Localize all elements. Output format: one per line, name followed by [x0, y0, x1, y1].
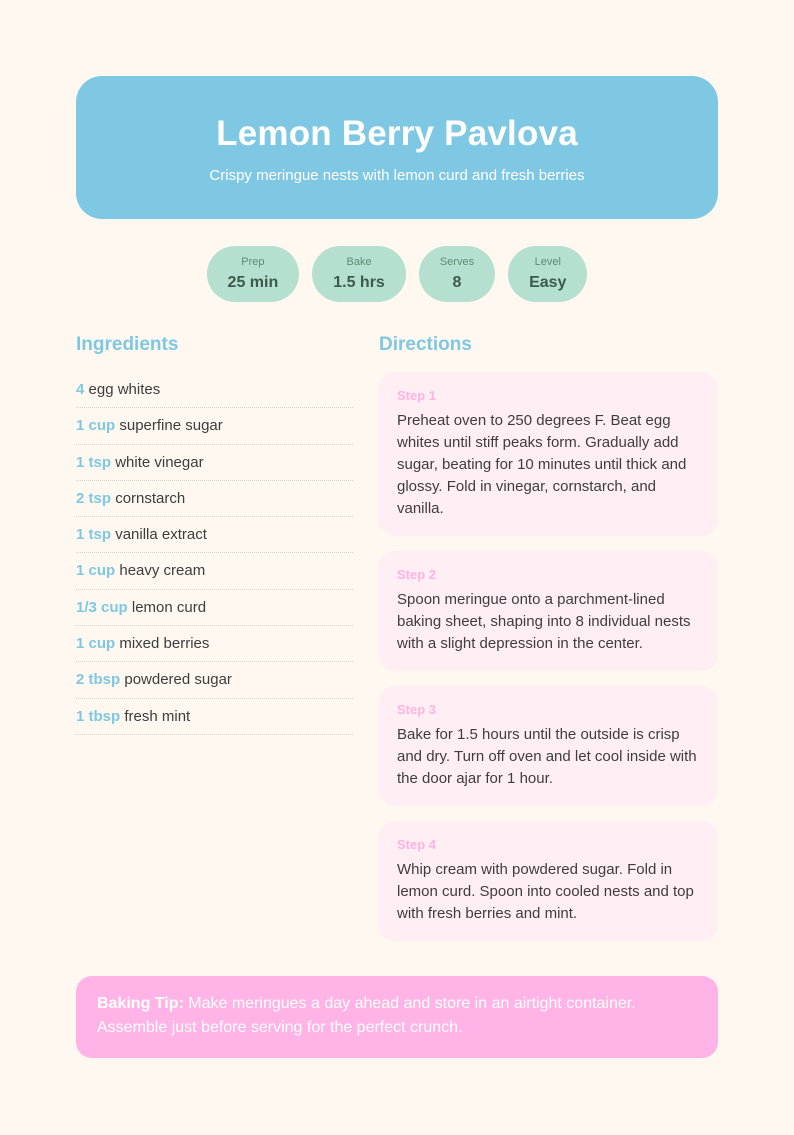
- ingredient-name: vanilla extract: [115, 526, 207, 544]
- step-label: Step 3: [397, 702, 437, 717]
- ingredient-item: [76, 408, 353, 444]
- stat-label: Level: [534, 256, 561, 268]
- tip-text: Make meringues a day ahead and store in an airtight container. Assemble just before serving for the perfect crunch.: [97, 995, 636, 1036]
- ingredient-item: [76, 590, 353, 626]
- ingredient-item: [76, 626, 353, 662]
- ingredient-quantity: 4: [76, 381, 85, 398]
- stat-value: 1.5 hrs: [333, 274, 385, 291]
- recipe-card: [76, 76, 718, 1058]
- ingredients-section: [76, 334, 353, 941]
- step-text: Whip cream with powdered sugar. Fold in lemon curd. Spoon into cooled nests and top with fresh berries and mint.: [397, 861, 694, 922]
- ingredient-name: superfine sugar: [119, 417, 223, 435]
- ingredient-name: lemon curd: [131, 598, 207, 616]
- ingredient-item: [76, 662, 353, 698]
- ingredient-name: mixed berries: [119, 635, 210, 653]
- ingredient-name: egg whites: [88, 381, 161, 398]
- stat-value: Easy: [529, 274, 567, 291]
- tip-label: Baking Tip:: [97, 995, 184, 1012]
- step-text: Spoon meringue onto a parchment-lined baking sheet, shaping into 8 individual nests with a slight depression in the center.: [397, 591, 691, 652]
- ingredients-list: [76, 372, 353, 735]
- ingredient-item: [76, 699, 353, 735]
- step-label: Step 1: [397, 388, 437, 403]
- ingredient-item: [76, 553, 353, 589]
- step-text: Bake for 1.5 hours until the outside is crisp and dry. Turn off oven and let cool inside with the door ajar for 1 hour.: [397, 726, 697, 787]
- ingredient-name: heavy cream: [119, 562, 206, 580]
- stat-bake: [312, 246, 406, 302]
- directions-section: [379, 334, 718, 941]
- directions-heading: Directions: [379, 334, 472, 355]
- direction-step: [379, 821, 718, 941]
- stat-prep: [207, 246, 300, 302]
- direction-step: [379, 551, 718, 671]
- step-text: Preheat oven to 250 degrees F. Beat egg whites until stiff peaks form. Gradually add sugar, beating for 10 minutes until thick and glossy. Fold in vinegar, cornstarch, and vanilla.: [397, 412, 687, 517]
- stat-level: [508, 246, 587, 302]
- recipe-subtitle: Crispy meringue nests with lemon curd and fresh berries: [209, 167, 585, 184]
- step-label: Step 4: [397, 837, 437, 852]
- ingredient-quantity: 1 cup: [76, 417, 116, 435]
- step-label: Step 2: [397, 567, 437, 582]
- recipe-body: [76, 334, 718, 941]
- stat-value: 8: [452, 274, 462, 291]
- recipe-header: [76, 76, 718, 219]
- ingredient-item: [76, 481, 353, 517]
- ingredient-name: fresh mint: [124, 707, 191, 725]
- ingredient-quantity: 1 tsp: [76, 453, 112, 471]
- stat-label: Prep: [241, 256, 265, 268]
- ingredient-name: powdered sugar: [124, 671, 232, 689]
- ingredient-item: [76, 517, 353, 553]
- ingredients-heading: Ingredients: [76, 334, 179, 355]
- stat-label: Bake: [346, 256, 372, 268]
- recipe-title: Lemon Berry Pavlova: [216, 114, 578, 153]
- stat-value: 25 min: [227, 274, 279, 291]
- ingredient-quantity: 1 tsp: [76, 526, 112, 544]
- ingredient-quantity: 1 cup: [76, 635, 116, 653]
- recipe-stats: [76, 246, 718, 302]
- ingredient-quantity: 2 tsp: [76, 489, 112, 507]
- direction-step: [379, 372, 718, 536]
- ingredient-item: [76, 372, 353, 408]
- stat-serves: [419, 246, 495, 302]
- stat-label: Serves: [439, 256, 475, 268]
- direction-step: [379, 686, 718, 806]
- ingredient-quantity: 1 tbsp: [76, 707, 121, 725]
- baking-tip: [76, 976, 718, 1058]
- ingredient-item: [76, 445, 353, 481]
- ingredient-quantity: 2 tbsp: [76, 671, 121, 689]
- ingredient-name: white vinegar: [115, 453, 204, 471]
- ingredient-quantity: 1/3 cup: [76, 598, 128, 616]
- ingredient-quantity: 1 cup: [76, 562, 116, 580]
- ingredient-name: cornstarch: [115, 489, 186, 507]
